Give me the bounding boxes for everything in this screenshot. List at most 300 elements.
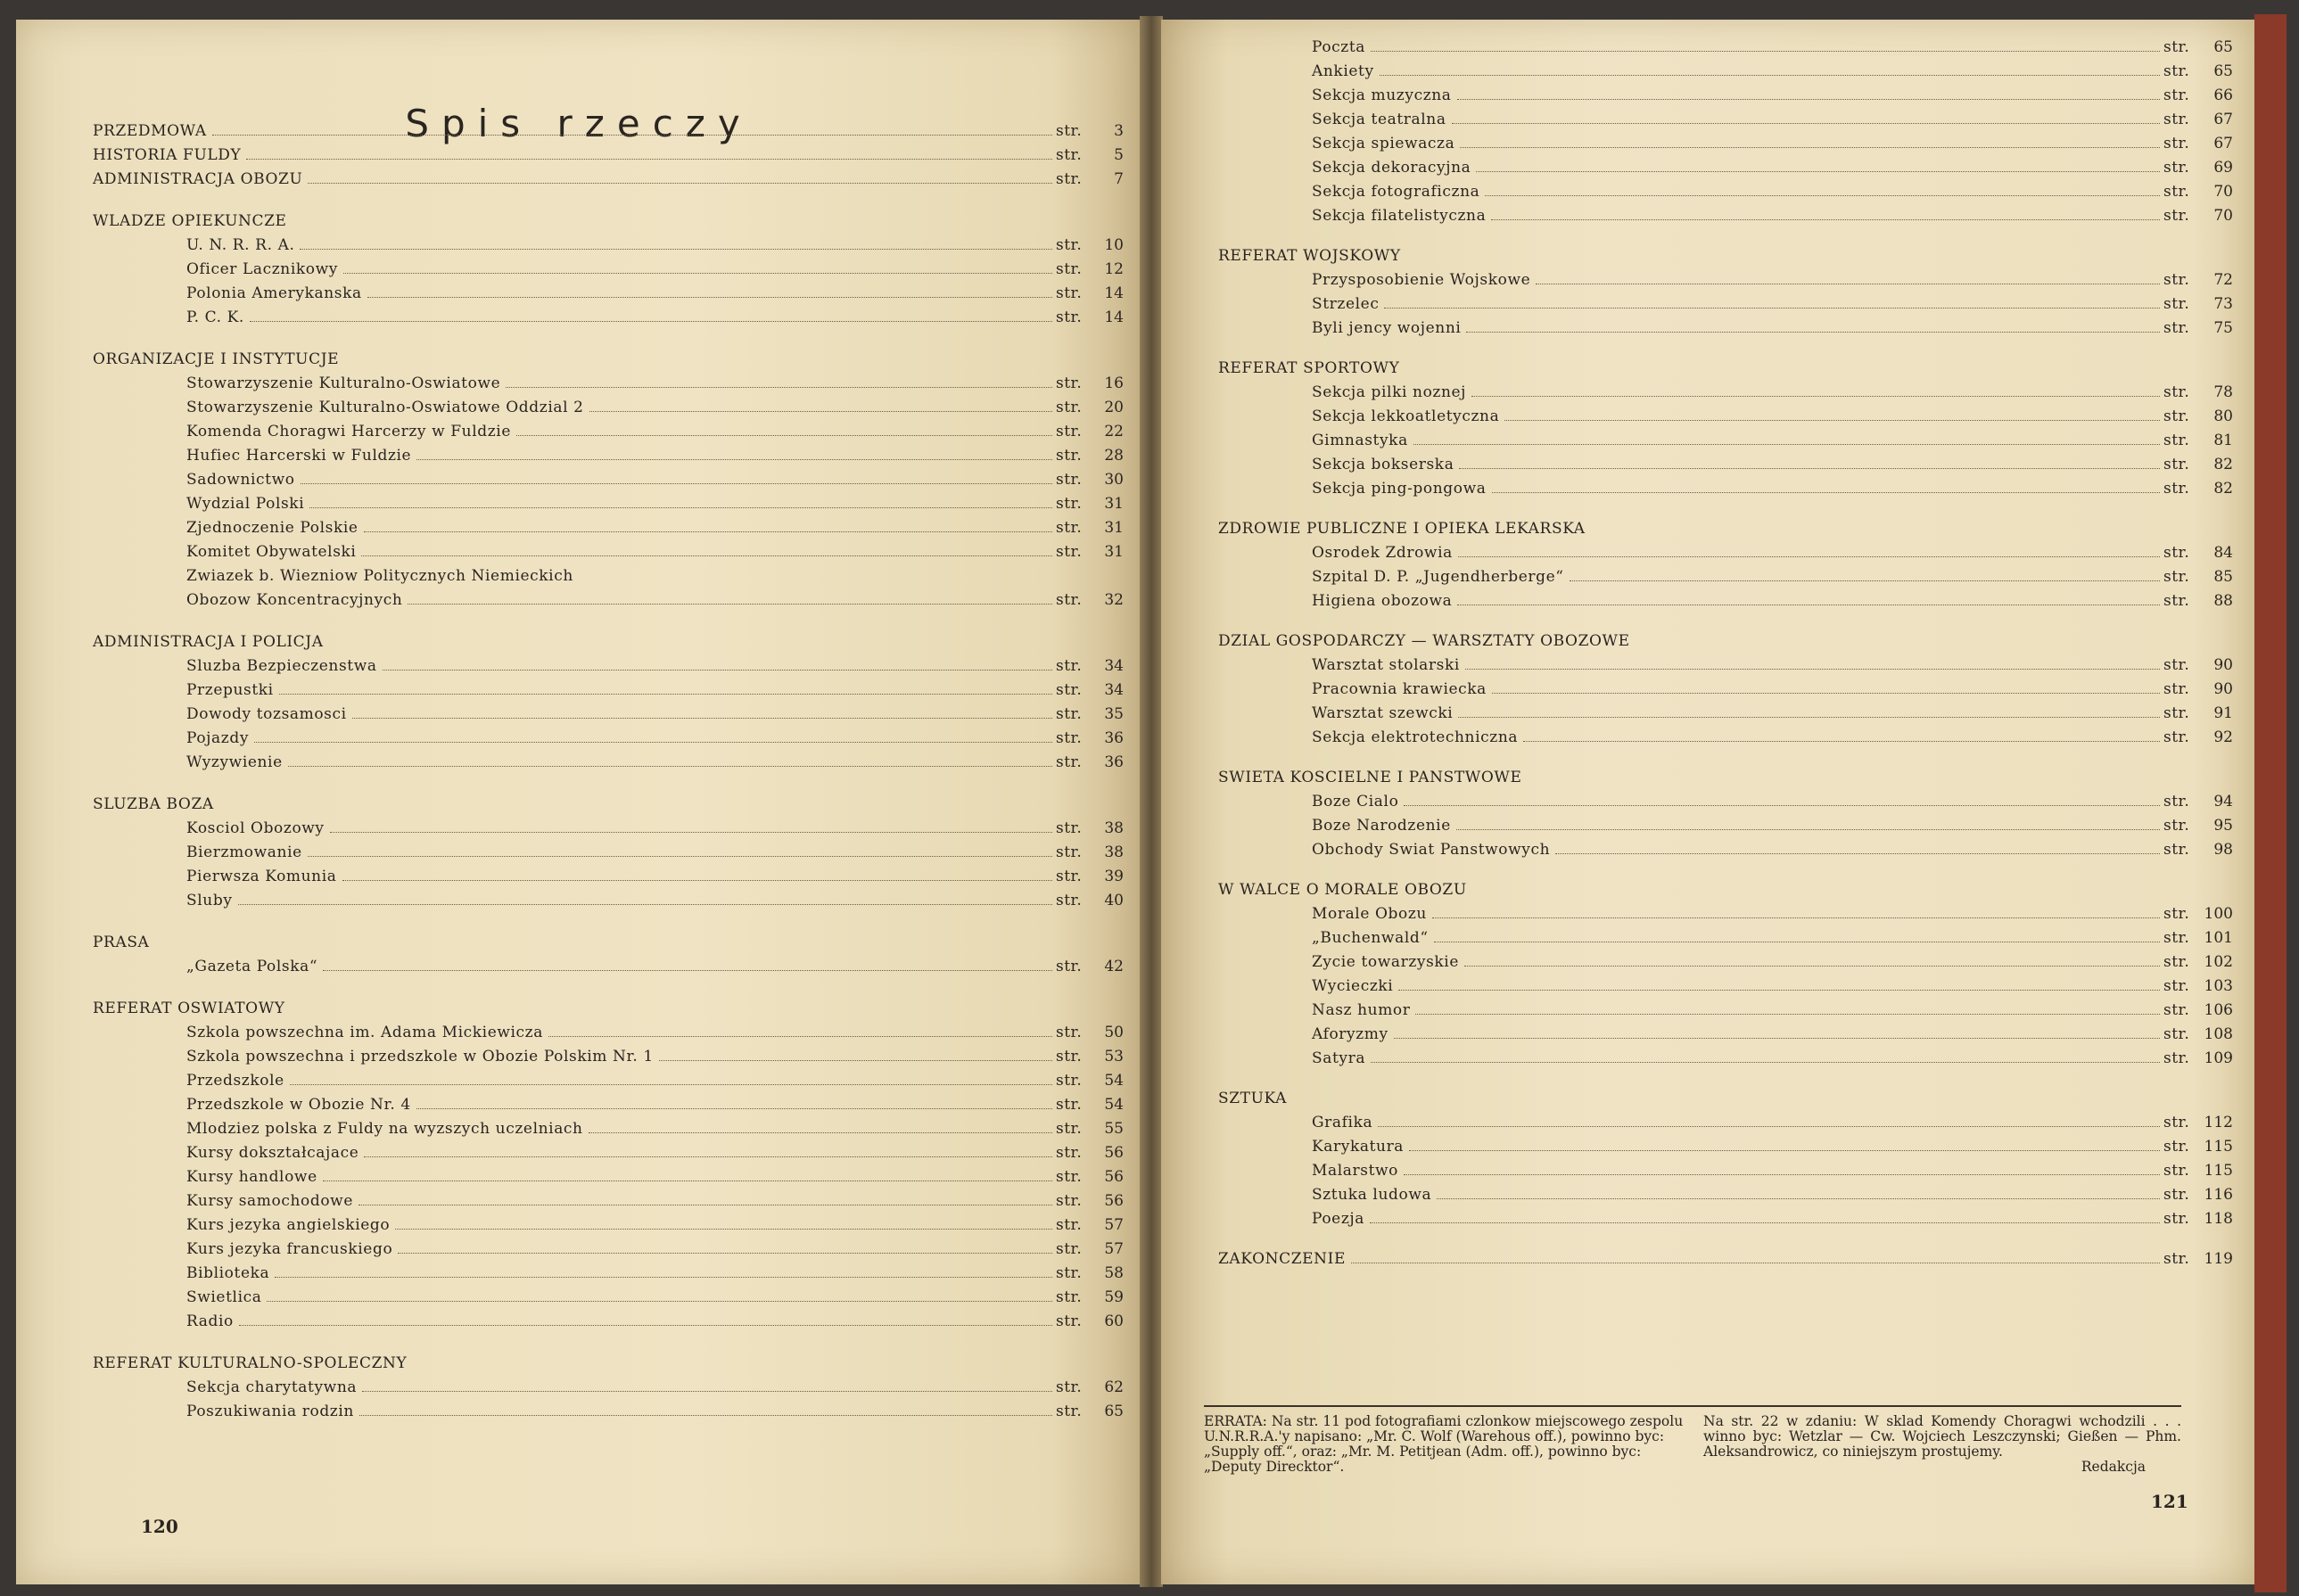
toc-page-number: 116 xyxy=(2204,1186,2233,1204)
toc-leader-dots xyxy=(238,904,1052,905)
toc-entry xyxy=(1218,36,2233,60)
toc-entry-label: Biblioteka xyxy=(186,1264,270,1282)
toc-entry xyxy=(1218,975,2233,999)
toc-str-label: str. xyxy=(1056,868,1083,885)
toc-page-number: 53 xyxy=(1104,1048,1124,1065)
toc-str-label: str. xyxy=(1056,1144,1083,1162)
toc-leader-dots xyxy=(359,1415,1052,1416)
toc-str-label: str. xyxy=(1056,170,1083,188)
toc-entry-label: Przedszkole xyxy=(186,1072,284,1090)
toc-entry-label: Przepustki xyxy=(186,681,274,699)
toc-str-label: str. xyxy=(2163,432,2190,449)
toc-str-label: str. xyxy=(1056,1072,1083,1090)
right-table-of-contents xyxy=(1218,36,2233,1271)
toc-entry xyxy=(1218,814,2233,838)
toc-page-number: 20 xyxy=(1104,399,1124,416)
toc-entry xyxy=(1218,726,2233,750)
toc-section-label: REFERAT SPORTOWY xyxy=(1218,359,1400,377)
toc-str-label: str. xyxy=(1056,705,1083,723)
toc-section-label: ADMINISTRACJA I POLICJA xyxy=(93,633,324,651)
toc-str-label: str. xyxy=(1056,843,1083,861)
toc-page-number: 73 xyxy=(2213,295,2233,313)
toc-entry xyxy=(1218,156,2233,180)
toc-entry-label: Wyzywienie xyxy=(186,753,283,771)
toc-page-number: 57 xyxy=(1104,1216,1124,1234)
toc-str-label: str. xyxy=(2163,793,2190,810)
toc-entry xyxy=(93,654,1127,679)
toc-page-number: 22 xyxy=(1104,423,1124,440)
toc-str-label: str. xyxy=(2163,1001,2190,1019)
toc-page-number: 55 xyxy=(1104,1120,1124,1138)
toc-leader-dots xyxy=(1523,741,2160,742)
toc-entry-label: P. C. K. xyxy=(186,309,244,326)
toc-page-number: 108 xyxy=(2204,1025,2233,1043)
toc-leader-dots xyxy=(1370,1222,2160,1223)
toc-entry-label: Komitet Obywatelski xyxy=(186,543,357,561)
toc-leader-dots xyxy=(290,1084,1052,1085)
toc-page-number: 85 xyxy=(2213,568,2233,586)
toc-page-number: 40 xyxy=(1104,892,1124,909)
toc-leader-dots xyxy=(548,1036,1052,1037)
toc-entry xyxy=(93,540,1127,564)
toc-str-label: str. xyxy=(1056,657,1083,675)
toc-entry xyxy=(1218,1135,2233,1159)
toc-leader-dots xyxy=(301,483,1052,484)
toc-page-number: 115 xyxy=(2204,1162,2233,1180)
toc-page-number: 5 xyxy=(1114,146,1124,164)
toc-leader-dots xyxy=(308,183,1052,184)
toc-entry xyxy=(93,1189,1127,1213)
toc-entry-label: Sekcja elektrotechniczna xyxy=(1312,728,1519,746)
toc-entry xyxy=(1218,1159,2233,1183)
toc-entry xyxy=(1218,702,2233,726)
toc-str-label: str. xyxy=(1056,519,1083,537)
toc-leader-dots xyxy=(1413,444,2160,445)
toc-page-number: 81 xyxy=(2213,432,2233,449)
toc-entry xyxy=(93,444,1127,468)
toc-section-heading xyxy=(1218,878,2226,902)
toc-entry-label: ADMINISTRACJA OBOZU xyxy=(93,170,303,188)
toc-page-number: 34 xyxy=(1104,681,1124,699)
toc-page-number: 70 xyxy=(2213,207,2233,225)
toc-page-number: 94 xyxy=(2213,793,2233,810)
toc-page-number: 54 xyxy=(1104,1096,1124,1114)
toc-leader-dots xyxy=(367,297,1052,298)
toc-section-label: PRASA xyxy=(93,934,150,951)
toc-entry xyxy=(1218,541,2233,565)
toc-section-label: REFERAT KULTURALNO-SPOLECZNY xyxy=(93,1354,408,1372)
toc-leader-dots xyxy=(308,856,1052,857)
toc-str-label: str. xyxy=(2163,929,2190,947)
toc-entry xyxy=(93,1165,1127,1189)
toc-page-number: 57 xyxy=(1104,1240,1124,1258)
toc-entry-label: Komenda Choragwi Harcerzy w Fuldzie xyxy=(186,423,511,440)
toc-section-heading xyxy=(93,210,1127,234)
toc-entry xyxy=(93,1400,1127,1424)
toc-page-number: 78 xyxy=(2213,383,2233,401)
toc-entry-label: Sekcja charytatywna xyxy=(186,1378,358,1396)
toc-entry-label: Stowarzyszenie Kulturalno-Oswiatowe xyxy=(186,374,501,392)
errata-note xyxy=(1204,1405,2181,1475)
toc-page-number: 34 xyxy=(1104,657,1124,675)
toc-entry xyxy=(1218,268,2233,292)
book-cover-edge xyxy=(2254,14,2287,1592)
toc-entry-label: Malarstwo xyxy=(1312,1162,1398,1180)
toc-entry-label: Strzelec xyxy=(1312,295,1380,313)
toc-str-label: str. xyxy=(1056,1312,1083,1330)
toc-section-heading xyxy=(1218,629,2226,654)
toc-page-number: 112 xyxy=(2204,1114,2233,1131)
toc-entry xyxy=(93,955,1127,979)
toc-leader-dots xyxy=(1466,332,2160,333)
toc-entry-label: Poczta xyxy=(1312,38,1366,56)
toc-entry xyxy=(93,817,1127,841)
toc-page-number: 101 xyxy=(2204,929,2233,947)
toc-leader-dots xyxy=(212,135,1052,136)
toc-entry-label: Kosciol Obozowy xyxy=(186,819,325,837)
errata-left-column: ERRATA: Na str. 11 pod fotografiami czlonkow miejscowego zespolu U.N.R.R.A.'y napisano: „Mr. C. Wolf (Warehous off.), powinno byc: „Supply off.“, oraz: „Mr. M. Petitjean (Adm. off.), powinno byc: „Deputy Direcktor“. xyxy=(1204,1413,1684,1475)
toc-str-label: str. xyxy=(2163,656,2190,674)
toc-leader-dots xyxy=(408,604,1052,605)
toc-leader-dots xyxy=(352,718,1052,719)
toc-str-label: str. xyxy=(2163,295,2190,313)
toc-entry-label: Swietlica xyxy=(186,1288,262,1306)
toc-entry-label: Higiena obozowa xyxy=(1312,592,1453,610)
toc-leader-dots xyxy=(659,1060,1052,1061)
toc-page-number: 66 xyxy=(2213,86,2233,104)
right-page-number: 121 xyxy=(2151,1491,2188,1512)
toc-leader-dots xyxy=(1415,1014,2160,1015)
toc-entry xyxy=(1218,84,2233,108)
toc-entry xyxy=(93,258,1127,282)
toc-entry xyxy=(1218,1023,2233,1047)
toc-entry-label: PRZEDMOWA xyxy=(93,122,207,140)
toc-section-label: SZTUKA xyxy=(1218,1090,1288,1107)
toc-page-number: 75 xyxy=(2213,319,2233,337)
toc-leader-dots xyxy=(416,1108,1052,1109)
errata-right-column xyxy=(1703,1414,2181,1475)
toc-str-label: str. xyxy=(2163,38,2190,56)
toc-str-label: str. xyxy=(1056,1048,1083,1065)
toc-entry-label: Pracownia krawiecka xyxy=(1312,680,1487,698)
toc-page-number: 58 xyxy=(1104,1264,1124,1282)
toc-entry-label: Bierzmowanie xyxy=(186,843,302,861)
toc-str-label: str. xyxy=(1056,1264,1083,1282)
toc-section-label: SLUZBA BOZA xyxy=(93,795,214,813)
toc-entry xyxy=(93,1376,1127,1400)
toc-entry-label: Aforyzmy xyxy=(1312,1025,1388,1043)
toc-leader-dots xyxy=(1458,717,2160,718)
toc-leader-dots xyxy=(309,507,1052,508)
toc-entry xyxy=(93,1069,1127,1093)
toc-str-label: str. xyxy=(2163,1025,2190,1043)
left-page xyxy=(16,20,1141,1584)
toc-entry-label: Gimnastyka xyxy=(1312,432,1408,449)
toc-page-number: 12 xyxy=(1104,260,1124,278)
toc-entry-label: Sekcja muzyczna xyxy=(1312,86,1452,104)
toc-page-number: 56 xyxy=(1104,1168,1124,1186)
toc-entry-label: Sluzba Bezpieczenstwa xyxy=(186,657,377,675)
toc-leader-dots xyxy=(1492,492,2160,493)
toc-entry xyxy=(93,841,1127,865)
toc-entry xyxy=(93,679,1127,703)
toc-entry-label: Szpital D. P. „Jugendherberge“ xyxy=(1312,568,1564,586)
toc-entry xyxy=(1218,902,2233,926)
toc-entry-label: Obozow Koncentracyjnych xyxy=(186,591,403,609)
toc-section-label: WLADZE OPIEKUNCZE xyxy=(93,212,287,230)
toc-entry xyxy=(1218,108,2233,132)
toc-page-number: 67 xyxy=(2213,111,2233,128)
toc-page-number: 65 xyxy=(2213,38,2233,56)
toc-str-label: str. xyxy=(1056,1403,1083,1420)
toc-page-number: 54 xyxy=(1104,1072,1124,1090)
toc-entry-label: Stowarzyszenie Kulturalno-Oswiatowe Oddzial 2 xyxy=(186,399,584,416)
toc-entry-label: U. N. R. R. A. xyxy=(186,236,295,254)
toc-page-number: 10 xyxy=(1104,236,1124,254)
toc-entry-label: Sekcja bokserska xyxy=(1312,456,1454,473)
toc-entry-label: Satyra xyxy=(1312,1049,1366,1067)
toc-page-number: 106 xyxy=(2204,1001,2233,1019)
toc-entry-label: Wydzial Polski xyxy=(186,495,305,513)
toc-entry-label: Boze Narodzenie xyxy=(1312,817,1451,835)
toc-entry xyxy=(93,889,1127,913)
toc-entry-label: Grafika xyxy=(1312,1114,1373,1131)
toc-leader-dots xyxy=(1476,171,2160,172)
toc-page-number: 7 xyxy=(1114,170,1124,188)
toc-entry-label: Przedszkole w Obozie Nr. 4 xyxy=(186,1096,411,1114)
toc-page-number: 38 xyxy=(1104,819,1124,837)
toc-entry-label: Ankiety xyxy=(1312,62,1374,80)
toc-entry xyxy=(1218,565,2233,589)
toc-str-label: str. xyxy=(1056,309,1083,326)
toc-str-label: str. xyxy=(1056,753,1083,771)
toc-page-number: 36 xyxy=(1104,753,1124,771)
toc-entry xyxy=(1218,1183,2233,1207)
toc-page-number: 16 xyxy=(1104,374,1124,392)
toc-leader-dots xyxy=(342,880,1052,881)
toc-entry xyxy=(93,144,1127,168)
toc-entry-label: Poszukiwania rodzin xyxy=(186,1403,354,1420)
toc-str-label: str. xyxy=(2163,544,2190,562)
toc-entry xyxy=(1218,429,2233,453)
toc-leader-dots xyxy=(1452,123,2160,124)
toc-entry-label: ZAKONCZENIE xyxy=(1218,1250,1346,1268)
toc-entry-label: Pierwsza Komunia xyxy=(186,868,337,885)
toc-entry-label: Kurs jezyka francuskiego xyxy=(186,1240,393,1258)
toc-entry-label: Kursy dokształcajace xyxy=(186,1144,359,1162)
toc-page-number: 31 xyxy=(1104,519,1124,537)
toc-leader-dots xyxy=(1394,1038,2160,1039)
toc-str-label: str. xyxy=(1056,447,1083,465)
toc-entry xyxy=(93,1286,1127,1310)
toc-str-label: str. xyxy=(1056,399,1083,416)
toc-entry xyxy=(93,372,1127,396)
toc-page-number: 31 xyxy=(1104,495,1124,513)
toc-entry xyxy=(93,1213,1127,1238)
toc-entry-label: Sekcja fotograficzna xyxy=(1312,183,1480,201)
toc-entry-label: Warsztat stolarski xyxy=(1312,656,1460,674)
toc-page-number: 39 xyxy=(1104,868,1124,885)
toc-entry xyxy=(1218,1111,2233,1135)
toc-page-number: 35 xyxy=(1104,705,1124,723)
toc-page-number: 118 xyxy=(2204,1210,2233,1228)
toc-leader-dots xyxy=(364,531,1052,532)
toc-str-label: str. xyxy=(2163,1250,2190,1268)
toc-page-number: 98 xyxy=(2213,841,2233,859)
toc-str-label: str. xyxy=(1056,892,1083,909)
toc-str-label: str. xyxy=(2163,271,2190,289)
toc-section-heading xyxy=(93,931,1127,955)
toc-str-label: str. xyxy=(1056,819,1083,837)
toc-entry-label: „Gazeta Polska“ xyxy=(186,958,318,975)
toc-str-label: str. xyxy=(1056,1192,1083,1210)
toc-str-label: str. xyxy=(2163,207,2190,225)
toc-page-number: 92 xyxy=(2213,728,2233,746)
toc-leader-dots xyxy=(1555,853,2160,854)
toc-page-number: 59 xyxy=(1104,1288,1124,1306)
toc-leader-dots xyxy=(589,411,1052,412)
toc-str-label: str. xyxy=(2163,680,2190,698)
toc-page-number: 65 xyxy=(1104,1403,1124,1420)
toc-entry xyxy=(1218,838,2233,862)
toc-leader-dots xyxy=(1465,669,2160,670)
toc-section-heading xyxy=(1218,357,2226,381)
toc-entry-label: Sekcja dekoracyjna xyxy=(1312,159,1471,177)
toc-entry-label: Radio xyxy=(186,1312,234,1330)
toc-leader-dots xyxy=(1384,308,2160,309)
toc-section-label: ORGANIZACJE I INSTYTUCJE xyxy=(93,350,340,368)
toc-str-label: str. xyxy=(2163,183,2190,201)
toc-str-label: str. xyxy=(1056,236,1083,254)
toc-entry xyxy=(93,306,1127,330)
toc-entry xyxy=(1218,453,2233,477)
toc-page-number: 90 xyxy=(2213,656,2233,674)
toc-page-number: 91 xyxy=(2213,704,2233,722)
toc-page-number: 109 xyxy=(2204,1049,2233,1067)
toc-leader-dots xyxy=(279,694,1052,695)
toc-entry xyxy=(1218,477,2233,501)
errata-signature: Redakcja xyxy=(2081,1459,2146,1475)
toc-entry-label: „Buchenwald“ xyxy=(1312,929,1429,947)
toc-section-heading xyxy=(93,630,1127,654)
toc-str-label: str. xyxy=(2163,1210,2190,1228)
toc-section-label: DZIAL GOSPODARCZY — WARSZTATY OBOZOWE xyxy=(1218,632,1630,650)
toc-section-heading xyxy=(1218,766,2226,790)
toc-page-number: 56 xyxy=(1104,1144,1124,1162)
errata-right-text: Na str. 22 w zdaniu: W sklad Komendy Choragwi wchodzili . . . winno byc: Wetzlar — Cw. Wojciech Leszczynski; Gießen — Phm. Aleksandrowicz, co niniejszym prostujemy. xyxy=(1703,1413,2181,1460)
toc-leader-dots xyxy=(1409,1150,2160,1151)
toc-str-label: str. xyxy=(1056,495,1083,513)
toc-entry xyxy=(93,751,1127,775)
toc-str-label: str. xyxy=(1056,1120,1083,1138)
toc-entry-label: Osrodek Zdrowia xyxy=(1312,544,1453,562)
toc-entry-label: Zjednoczenie Polskie xyxy=(186,519,358,537)
toc-entry xyxy=(1218,1247,2233,1271)
toc-entry-label: Sadownictwo xyxy=(186,471,295,489)
toc-leader-dots xyxy=(1459,468,2160,469)
toc-page-number: 119 xyxy=(2204,1250,2233,1268)
toc-str-label: str. xyxy=(2163,1114,2190,1131)
toc-leader-dots xyxy=(1460,147,2160,148)
toc-entry xyxy=(1218,132,2233,156)
toc-entry-label: Karykatura xyxy=(1312,1138,1405,1156)
toc-str-label: str. xyxy=(2163,841,2190,859)
toc-leader-dots xyxy=(416,459,1052,460)
toc-page-number: 3 xyxy=(1114,122,1124,140)
toc-str-label: str. xyxy=(1056,122,1083,140)
toc-entry xyxy=(1218,678,2233,702)
toc-entry xyxy=(93,168,1127,192)
toc-str-label: str. xyxy=(1056,1216,1083,1234)
toc-entry xyxy=(93,1117,1127,1141)
toc-leader-dots xyxy=(1378,1126,2160,1127)
toc-page-number: 30 xyxy=(1104,471,1124,489)
toc-entry xyxy=(1218,1207,2233,1231)
toc-str-label: str. xyxy=(1056,260,1083,278)
toc-section-label: SWIETA KOSCIELNE I PANSTWOWE xyxy=(1218,769,1522,786)
toc-str-label: str. xyxy=(1056,958,1083,975)
toc-page-number: 84 xyxy=(2213,544,2233,562)
toc-page-number: 80 xyxy=(2213,407,2233,425)
toc-entry xyxy=(93,396,1127,420)
toc-section-heading xyxy=(93,997,1127,1021)
toc-page-number: 28 xyxy=(1104,447,1124,465)
toc-entry xyxy=(93,1045,1127,1069)
toc-leader-dots xyxy=(267,1301,1052,1302)
toc-page-number: 14 xyxy=(1104,309,1124,326)
toc-leader-dots xyxy=(1371,51,2160,52)
toc-leader-dots xyxy=(246,159,1052,160)
toc-str-label: str. xyxy=(1056,591,1083,609)
toc-str-label: str. xyxy=(2163,568,2190,586)
toc-leader-dots xyxy=(323,970,1052,971)
book-spread xyxy=(0,7,2299,1590)
toc-leader-dots xyxy=(1458,556,2160,557)
toc-section-heading xyxy=(1218,244,2226,268)
toc-entry-label: Kurs jezyka angielskiego xyxy=(186,1216,391,1234)
toc-entry-label: Kursy samochodowe xyxy=(186,1192,353,1210)
toc-entry xyxy=(1218,950,2233,975)
toc-page-number: 88 xyxy=(2213,592,2233,610)
toc-entry-label: Sekcja spiewacza xyxy=(1312,135,1455,152)
toc-section-label: REFERAT OSWIATOWY xyxy=(93,1000,285,1017)
toc-str-label: str. xyxy=(2163,977,2190,995)
toc-leader-dots xyxy=(1456,829,2160,830)
page-title: Spis rzeczy xyxy=(405,102,753,145)
toc-entry xyxy=(93,1310,1127,1334)
left-page-number: 120 xyxy=(141,1516,178,1537)
toc-page-number: 62 xyxy=(1104,1378,1124,1396)
toc-entry xyxy=(1218,381,2233,405)
toc-entry xyxy=(1218,1047,2233,1071)
toc-entry xyxy=(1218,790,2233,814)
toc-str-label: str. xyxy=(2163,456,2190,473)
toc-str-label: str. xyxy=(1056,1096,1083,1114)
toc-leader-dots xyxy=(275,1277,1052,1278)
right-page xyxy=(1161,20,2258,1584)
toc-leader-dots xyxy=(1432,917,2160,918)
toc-page-number: 103 xyxy=(2204,977,2233,995)
toc-leader-dots xyxy=(250,321,1052,322)
toc-page-number: 56 xyxy=(1104,1192,1124,1210)
toc-str-label: str. xyxy=(1056,1288,1083,1306)
toc-entry xyxy=(93,234,1127,258)
toc-entry xyxy=(93,119,1127,144)
toc-leader-dots xyxy=(1404,1174,2160,1175)
toc-section-heading xyxy=(93,1352,1127,1376)
toc-page-number: 60 xyxy=(1104,1312,1124,1330)
toc-entry xyxy=(1218,204,2233,228)
